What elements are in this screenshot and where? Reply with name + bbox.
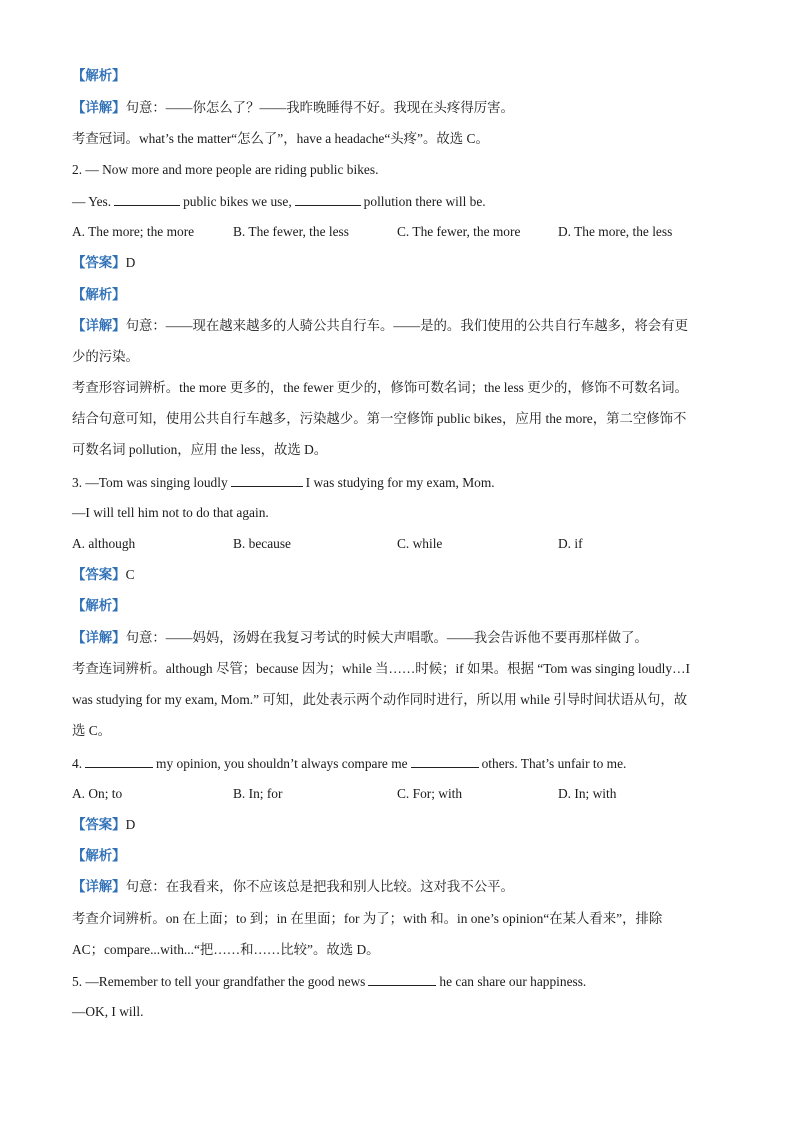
q4-text-b: my opinion, you shouldn’t always compare me — [156, 756, 408, 771]
detail-label: 【详解】 — [72, 879, 126, 894]
detail-label: 【详解】 — [72, 318, 126, 333]
detail-label: 【详解】 — [72, 630, 126, 645]
question-3-line2: —I will tell him not to do that again. — [72, 505, 269, 520]
detail-text: 句意：在我看来，你不应该总是把我和别人比较。这对我不公平。 — [125, 879, 514, 894]
analysis-line: 选 C。 — [72, 723, 112, 738]
detail-text: 句意：——现在越来越多的人骑公共自行车。——是的。我们使用的公共自行车越多，将会有更 — [125, 318, 688, 333]
answer-value: D — [125, 817, 136, 832]
q3-option-d: D. if — [558, 536, 583, 551]
q4-option-d: D. In; with — [558, 786, 617, 801]
detail-text: 句意：——妈妈，汤姆在我复习考试的时候大声唱歌。——我会告诉他不要再那样做了。 — [125, 630, 648, 645]
analysis-line: AC；compare...with...“把……和……比较”。故选 D。 — [72, 942, 380, 957]
answer-value: C — [125, 567, 135, 582]
q2-option-c: C. The fewer, the more — [397, 224, 521, 239]
q2-blank-1 — [114, 191, 180, 206]
detail-text: 句意：——你怎么了？——我昨晚睡得不好。我现在头疼得厉害。 — [125, 100, 514, 115]
q4-option-a: A. On; to — [72, 786, 123, 801]
analysis-heading: 【解析】 — [72, 848, 126, 863]
answer-label: 【答案】 — [72, 255, 126, 270]
q5-text-a: 5. —Remember to tell your grandfather the good news — [72, 974, 366, 989]
q5-text-b: he can share our happiness. — [439, 974, 587, 989]
detail-label: 【详解】 — [72, 100, 126, 115]
detail-line-cont: 少的污染。 — [72, 349, 139, 364]
q2-text-a: — Yes. — [72, 194, 112, 209]
question-4-stem — [72, 753, 626, 774]
q2-answer — [72, 253, 135, 273]
answer-label: 【答案】 — [72, 817, 126, 832]
q3-blank — [231, 472, 303, 487]
q5-blank — [368, 971, 436, 986]
q3-option-a: A. although — [72, 536, 136, 551]
q2-blank-2 — [295, 191, 361, 206]
q4-option-b: B. In; for — [233, 786, 283, 801]
analysis-heading: 【解析】 — [72, 598, 126, 613]
answer-value: D — [125, 255, 136, 270]
q3-answer — [72, 565, 135, 585]
q2-text-c: pollution there will be. — [363, 194, 486, 209]
q2-text-b: public bikes we use, — [183, 194, 292, 209]
analysis-heading: 【解析】 — [72, 287, 126, 302]
q4-option-c: C. For; with — [397, 786, 463, 801]
analysis-heading: 【解析】 — [72, 68, 126, 83]
q3-text-a: 3. —Tom was singing loudly — [72, 475, 228, 490]
analysis-line: 考查连词辨析。although 尽管；because 因为；while 当……时候；if 如果。根据 “Tom was singing loudly…I — [72, 661, 690, 676]
detail-line — [72, 98, 514, 118]
detail-line — [72, 628, 648, 648]
question-3-stem — [72, 472, 495, 493]
q2-option-b: B. The fewer, the less — [233, 224, 349, 239]
q4-blank-1 — [85, 753, 153, 768]
q3-option-c: C. while — [397, 536, 443, 551]
q4-blank-2 — [411, 753, 479, 768]
analysis-line: was studying for my exam, Mom.” 可知，此处表示两个动作同时进行，所以用 while 引导时间状语从句，故 — [72, 692, 688, 707]
q3-option-b: B. because — [233, 536, 292, 551]
q4-text-c: others. That’s unfair to me. — [481, 756, 627, 771]
question-2-line2 — [72, 191, 486, 212]
analysis-line: 考查形容词辨析。the more 更多的，the fewer 更少的，修饰可数名词；the less 更少的，修饰不可数名词。 — [72, 380, 688, 395]
q2-option-a: A. The more; the more — [72, 224, 195, 239]
q3-text-b: I was studying for my exam, Mom. — [305, 475, 495, 490]
question-2-stem: 2. — Now more and more people are riding public bikes. — [72, 162, 379, 177]
q2-option-d: D. The more, the less — [558, 224, 673, 239]
analysis-line: 考查冠词。what’s the matter“怎么了”，have a headache“头疼”。故选 C。 — [72, 131, 489, 146]
answer-label: 【答案】 — [72, 567, 126, 582]
detail-line — [72, 316, 688, 336]
question-5-line2: —OK, I will. — [72, 1004, 144, 1019]
analysis-line: 结合句意可知，使用公共自行车越多，污染越少。第一空修饰 public bikes，应用 the more，第二空修饰不 — [72, 411, 687, 426]
analysis-line: 可数名词 pollution，应用 the less，故选 D。 — [72, 442, 328, 457]
analysis-line: 考查介词辨析。on 在上面；to 到；in 在里面；for 为了；with 和。in one’s opinion“在某人看来”，排除 — [72, 911, 663, 926]
detail-line — [72, 877, 514, 897]
q4-text-a: 4. — [72, 756, 83, 771]
question-5-stem — [72, 971, 586, 992]
q4-answer — [72, 815, 135, 835]
